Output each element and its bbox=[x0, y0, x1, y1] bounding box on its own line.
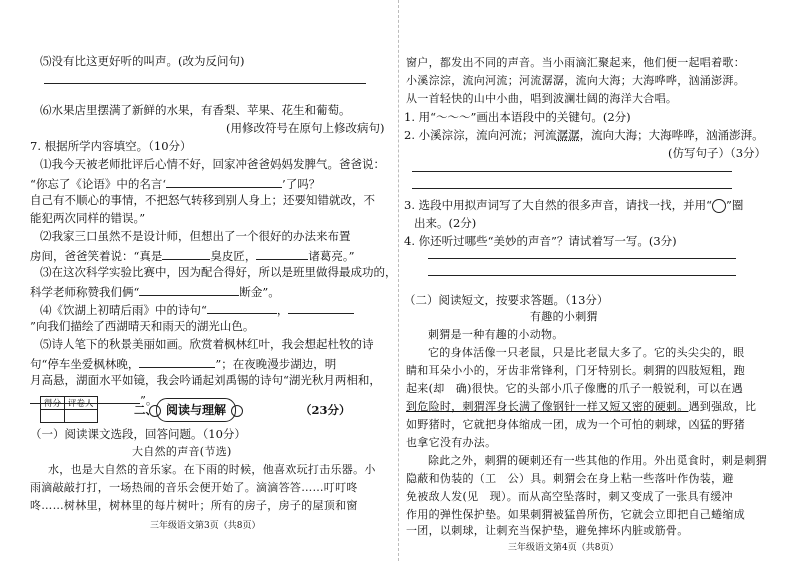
section-points: （23分） bbox=[300, 403, 351, 417]
question-2-note: (仿写句子）（3分） bbox=[668, 146, 767, 160]
p2-line-4: 起来(却 确)很快。它的头部小爪子像鹰的爪子一般锐利，可以在遇 bbox=[406, 382, 743, 395]
p2-line-11: 作用的弹性保护垫。如果刺猬被猛兽所伤，它就会立即把自己蜷缩成 bbox=[406, 508, 745, 521]
q7-3-line-b: 科学老师称赞我们俩“ 断金”。 bbox=[30, 285, 280, 299]
q7-5-blank-1[interactable] bbox=[139, 355, 215, 368]
q7-2-line-b: 房间，爸爸笑着说：“真是 臭皮匠， 诸葛亮。” bbox=[30, 249, 355, 263]
question-3-line-a: 3. 选段中用拟声词写了大自然的很多声音，请找一找，并用“ ”圈 bbox=[404, 198, 744, 212]
question-2: 2. 小溪淙淙，流向河流；河流潺潺，流向大海；大海哗哗，汹涌澎湃。 bbox=[404, 128, 764, 142]
q7-2-blank-2[interactable] bbox=[256, 247, 308, 260]
left-footer: 三年级语文第3页（共8页） bbox=[150, 521, 261, 531]
right-page bbox=[400, 0, 794, 561]
q7-5-line-c: 月高悬，湖面水平如镜，我会吟诵起刘禹锡的诗句“湖光秋月两相和， bbox=[30, 373, 381, 387]
q6-note: (用修改符号在原句上修改病句) bbox=[226, 121, 385, 135]
q6-text: ⑹水果店里摆满了新鲜的水果，有香梨、苹果、花生和葡萄。 bbox=[40, 103, 351, 117]
q7-4-line-a: ⑷《饮湖上初晴后雨》中的诗句“ ， bbox=[40, 301, 354, 317]
p2-line-1: 刺猬是一种有趣的小动物。 bbox=[428, 328, 564, 341]
score-cell[interactable] bbox=[41, 410, 65, 423]
p2-line-5: 到危险时，刺猬浑身长满了像钢针一样又短又密的硬刺。遇到强敌，比 bbox=[406, 400, 757, 413]
passage-title: 大自然的声音(节选) bbox=[132, 445, 232, 458]
q5-text: ⑸没有比这更好听的叫声。(改为反问句) bbox=[40, 54, 245, 68]
circle-icon bbox=[712, 199, 726, 213]
section-title: 阅读与理解 bbox=[165, 403, 226, 417]
reading2-title: （二）阅读短文，按要求答题。（13分） bbox=[404, 293, 609, 307]
passage-line-1: 水，也是大自然的音乐家。在下雨的时候，他喜欢玩打击乐器。小 bbox=[48, 463, 376, 476]
q7-1-line-a: ⑴我今天被老师批评后心情不好，回家冲爸爸妈妈发脾气。爸爸说： bbox=[40, 157, 385, 171]
section-title-banner bbox=[156, 398, 236, 422]
section-number: 二、 bbox=[134, 403, 157, 417]
q7-1-line-d: 能犯两次同样的错误。” bbox=[30, 211, 146, 225]
score-header: 得分 bbox=[41, 397, 65, 410]
p2-line-12: 一团，以刺球，让刺充当保护垫，避免摔坏内脏或筋骨。 bbox=[406, 524, 689, 537]
passage-line-3: 咚……树林里，树林里的每片树叶；所有的房子，房子的屋顶和窗 bbox=[30, 499, 358, 512]
p2-line-10: 免被敌人发(见 现）。而从高空坠落时，刺又变成了一张具有缓冲 bbox=[406, 490, 733, 503]
grader-cell[interactable] bbox=[65, 410, 98, 423]
q2-answer-line-1 bbox=[412, 171, 732, 172]
p2-line-3: 睛和耳朵小小的，牙齿非常锋利，门牙特别长。刺猬的四肢短粗，跑 bbox=[406, 364, 745, 377]
p2-line-2: 它的身体活像一只老鼠，只是比老鼠大多了。它的头尖尖的，眼 bbox=[428, 346, 745, 359]
p2-line-7: 也拿它没有办法。 bbox=[406, 436, 497, 449]
q7-1-line-b: “你忘了《论语》中的名言‘ ’了吗？ bbox=[30, 177, 321, 191]
q7-2-line-a: ⑵我家三口虽然不是设计师，但想出了一个很好的办法来布置 bbox=[40, 229, 351, 243]
q7-title: 7. 根据所学内容填空。（10分） bbox=[30, 139, 192, 153]
q7-5-line-a: ⑸诗人笔下的秋景美丽如画。欣赏着枫林红叶，我会想起杜牧的诗 bbox=[40, 337, 374, 351]
grader-header: 评卷人 bbox=[65, 397, 98, 410]
question-3-line-b: 出来。(2分) bbox=[414, 216, 477, 230]
q7-5-line-b: 句“停车坐爱枫林晚， ”；在夜晚漫步湖边，明 bbox=[30, 357, 337, 371]
q2-answer-line-2 bbox=[412, 188, 732, 189]
q7-4-blank-1[interactable] bbox=[207, 301, 277, 314]
passage-line-4: 窗户，都发出不同的声音。当小雨滴汇聚起来，他们便一起唱着歌： bbox=[406, 56, 745, 69]
passage-line-2: 雨滴敲敲打打，一场热闹的音乐会便开始了。滴滴答答……叮叮咚 bbox=[30, 481, 358, 494]
passage-line-5: 小溪淙淙，流向河流；河流潺潺，流向大海；大海哗哗，汹涌澎湃。 bbox=[406, 74, 745, 87]
q7-4-line-b: ”向我们描绘了西湖晴天和雨天的湖光山色。 bbox=[30, 319, 255, 333]
q5-answer-line bbox=[44, 83, 366, 84]
q7-1-line-c: 自己有不顺心的事情，不把怒气转移到别人身上；还要知错就改，不 bbox=[30, 193, 375, 207]
question-1: 1. 用“～～～”画出本语段中的关键句。(2分) bbox=[404, 110, 631, 124]
passage2-title: 有趣的小刺猬 bbox=[530, 310, 598, 323]
p2-line-8: 除此之外，刺猬的硬刺还有一些其他的作用。外出觅食时，刺是刺猬 bbox=[428, 454, 767, 467]
p2-line-9: 隐蔽和伪装的（工 公）具。刺猬会在身上粘一些落叶作伪装，避 bbox=[406, 472, 734, 485]
q7-3-blank[interactable] bbox=[139, 283, 239, 296]
right-footer: 三年级语文第4页（共8页） bbox=[508, 543, 619, 553]
question-4: 4. 你还听过哪些“美妙的声音”？请试着写一写。(3分) bbox=[404, 234, 677, 248]
reading1-title: （一）阅读课文选段，回答问题。（10分） bbox=[30, 427, 246, 441]
score-table bbox=[40, 396, 98, 423]
q7-1-blank[interactable] bbox=[166, 175, 282, 188]
p2-line-6: 如野猪时，它就把身体缩成一团，成为一个可怕的刺球，凶猛的野猪 bbox=[406, 418, 745, 431]
q7-2-blank-1[interactable] bbox=[162, 247, 210, 260]
q7-5-line-d: ”。 bbox=[30, 391, 157, 407]
q7-4-blank-2[interactable] bbox=[288, 301, 354, 314]
passage-line-6: 从一首轻快的山中小曲，唱到波澜壮阔的海洋大合唱。 bbox=[406, 92, 678, 105]
q7-3-line-a: ⑶在这次科学实验比赛中，因为配合得好，所以是班里做得最成功的， bbox=[40, 265, 397, 279]
q4-answer-line-1 bbox=[428, 258, 736, 259]
q4-answer-line-2 bbox=[428, 275, 736, 276]
